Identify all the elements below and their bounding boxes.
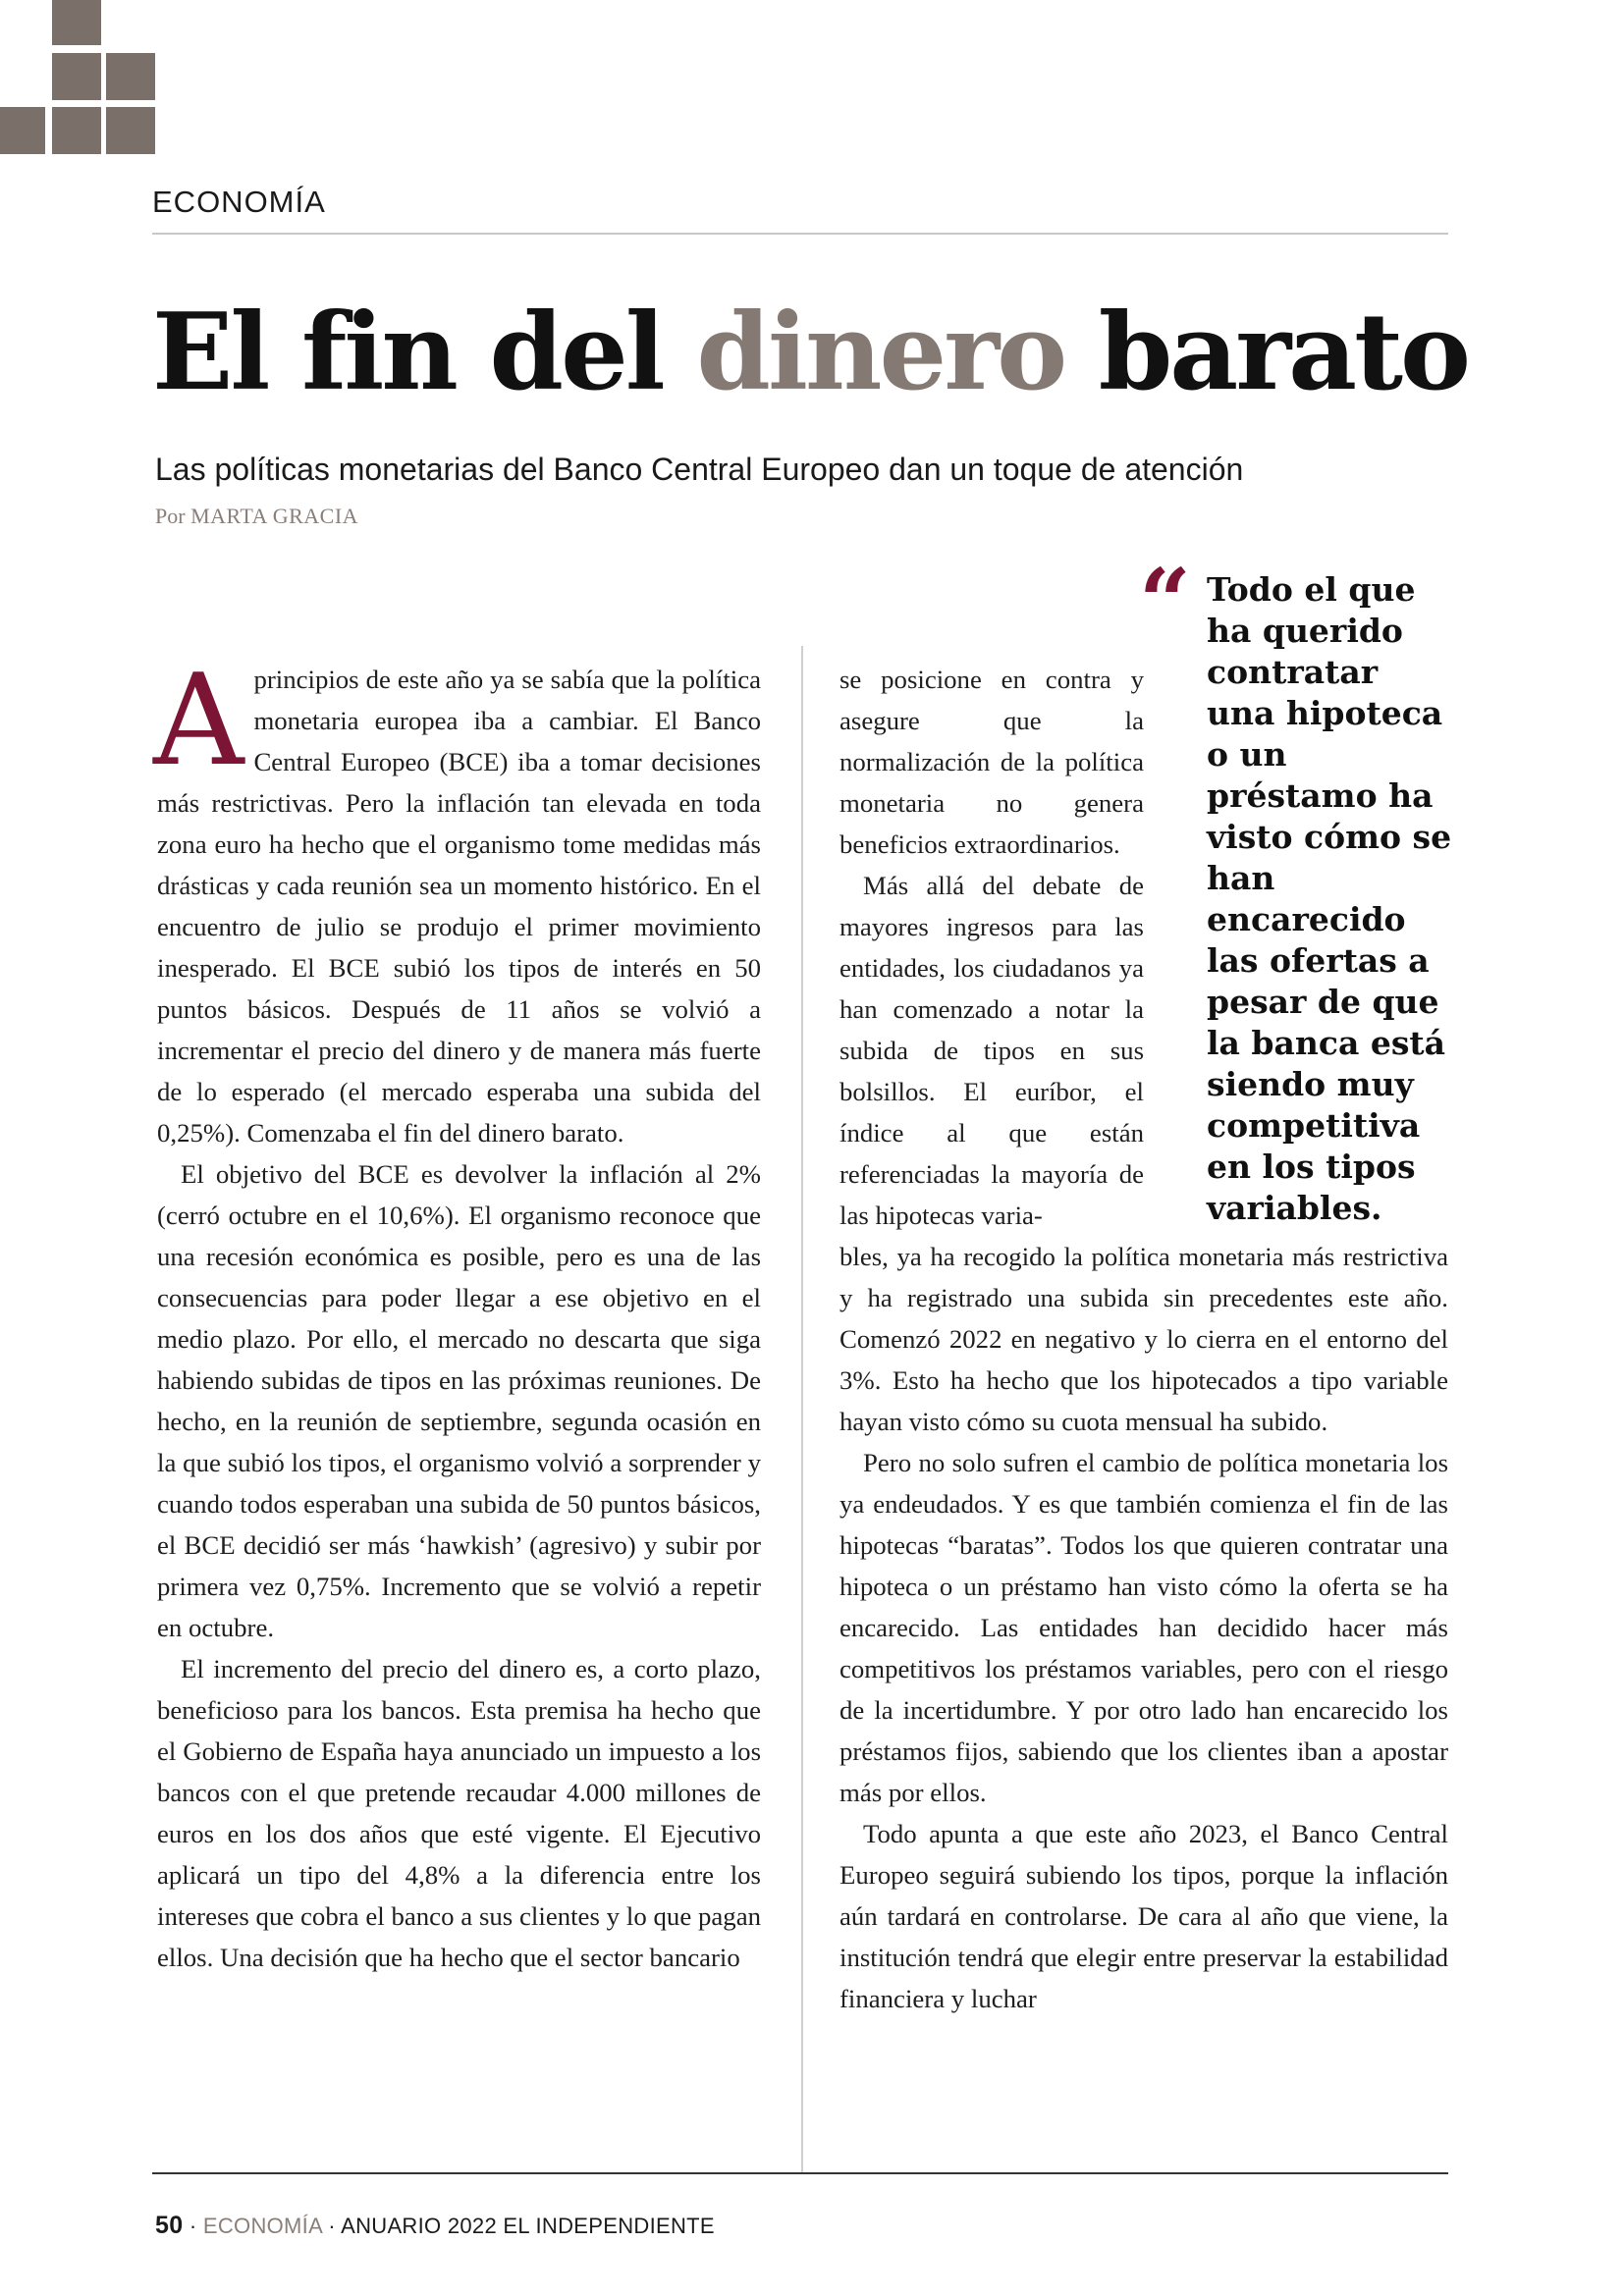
paragraph: El objetivo del BCE es devolver la inflación al 2% (cerró octubre en el 10,6%). El organismo reconoce que una recesión económica es posible, pero es una de las consecuencias para poder llegar a ese objetivo en el medio plazo. Por ello, el mercado no descarta que siga habiendo subidas de tipos en las próximas reuniones. De hecho, en la reunión de septiembre, segunda ocasión en la que subió los tipos, el organismo volvió a sorprender y cuando todos esperaban una subida de 50 puntos básicos, el BCE decidió ser más ‘hawkish’ (agresivo) y subir por primera vez 0,75%. Incremento que se volvió a repetir en octubre. xyxy=(157,1159,761,1642)
byline xyxy=(155,504,358,529)
byline-author: MARTA GRACIA xyxy=(190,504,359,528)
page-number: 50 xyxy=(155,2212,184,2239)
footer-separator: · xyxy=(183,2214,203,2238)
corner-square xyxy=(52,0,101,45)
header-rule xyxy=(152,233,1448,235)
title-part1: El fin del xyxy=(152,291,697,414)
title-part2: barato xyxy=(1064,291,1469,414)
column-right-wide xyxy=(839,1236,1448,2019)
paragraph: se posicione en contra y asegure que la normalización de la política monetaria no genera beneficios extraordinarios. xyxy=(839,665,1144,859)
corner-square xyxy=(52,53,101,100)
quote-mark-icon: “ xyxy=(1139,549,1191,655)
drop-cap: A xyxy=(153,648,244,794)
column-left xyxy=(153,648,761,1978)
subtitle: Las políticas monetarias del Banco Central Europeo dan un toque de atención xyxy=(155,452,1244,487)
pull-quote: Todo el que ha querido contratar una hipoteca o un préstamo ha visto cómo se han encarecido las ofertas a pesar de que la banca está siendo muy competitiva en los tipos variables. xyxy=(1207,570,1452,1227)
footer-separator: · xyxy=(321,2214,342,2238)
byline-prefix: Por xyxy=(155,504,186,528)
column-divider xyxy=(801,646,803,2172)
footer-publication: ANUARIO 2022 EL INDEPENDIENTE xyxy=(341,2214,715,2238)
footer xyxy=(155,2212,715,2240)
title-accent: dinero xyxy=(696,291,1065,414)
footer-section: ECONOMÍA xyxy=(202,2214,322,2238)
paragraph: Todo apunta a que este año 2023, el Banco Central Europeo seguirá subiendo los tipos, porque la inflación aún tardará en controlarse. De cara al año que viene, la institución tendrá que elegir entre preservar la estabilidad financiera y luchar xyxy=(839,1819,1448,2013)
paragraph: bles, ya ha recogido la política monetaria más restrictiva y ha registrado una subida sin precedentes este año. Comenzó 2022 en negativo y lo cierra en el entorno del 3%. Esto ha hecho que los hipotecados a tipo variable hayan visto cómo su cuota mensual ha subido. xyxy=(839,1242,1448,1436)
corner-square xyxy=(0,107,45,154)
corner-square xyxy=(52,107,101,154)
paragraph xyxy=(153,648,761,1153)
column-right-narrow xyxy=(839,659,1144,1236)
footer-rule xyxy=(152,2172,1448,2174)
paragraph: Pero no solo sufren el cambio de política monetaria los ya endeudados. Y es que también comienza el fin de las hipotecas “baratas”. Todos los que quieren contratar una hipoteca o un préstamo han visto cómo la oferta se ha encarecido. Las entidades han decidido hacer más competitivos los préstamos variables, pero con el riesgo de la incertidumbre. Y por otro lado han encarecido los préstamos fijos, sabiendo que los clientes iban a apostar más por ellos. xyxy=(839,1448,1448,1807)
paragraph-text: principios de este año ya se sabía que la política monetaria europea iba a cambiar. El Banco Central Europeo (BCE) iba a tomar decisiones más restrictivas. Pero la inflación tan elevada en toda zona euro ha hecho que el organismo tome medidas más drásticas y cada reunión sea un momento histórico. En el encuentro de julio se produjo el primer movimiento inesperado. El BCE subió los tipos de interés en 50 puntos básicos. Después de 11 años se volvió a incrementar el precio del dinero y de manera más fuerte de lo esperado (el mercado esperaba una subida del 0,25%). Comenzaba el fin del dinero barato. xyxy=(157,665,761,1148)
paragraph: Más allá del debate de mayores ingresos para las entidades, los ciudadanos ya han comenzado a notar la subida de tipos en sus bolsillos. El euríbor, el índice al que están referenciadas la mayoría de las hipotecas varia- xyxy=(839,871,1144,1230)
corner-square xyxy=(106,107,155,154)
page-title xyxy=(152,291,1469,414)
section-label: ECONOMÍA xyxy=(152,185,326,219)
corner-square xyxy=(106,53,155,100)
paragraph: El incremento del precio del dinero es, a corto plazo, beneficioso para los bancos. Esta premisa ha hecho que el Gobierno de España haya anunciado un impuesto a los bancos con el que pretende recaudar 4.000 millones de euros en los dos años que esté vigente. El Ejecutivo aplicará un tipo del 4,8% a la diferencia entre los intereses que cobra el banco a sus clientes y lo que pagan ellos. Una decisión que ha hecho que el sector bancario xyxy=(157,1654,761,1972)
